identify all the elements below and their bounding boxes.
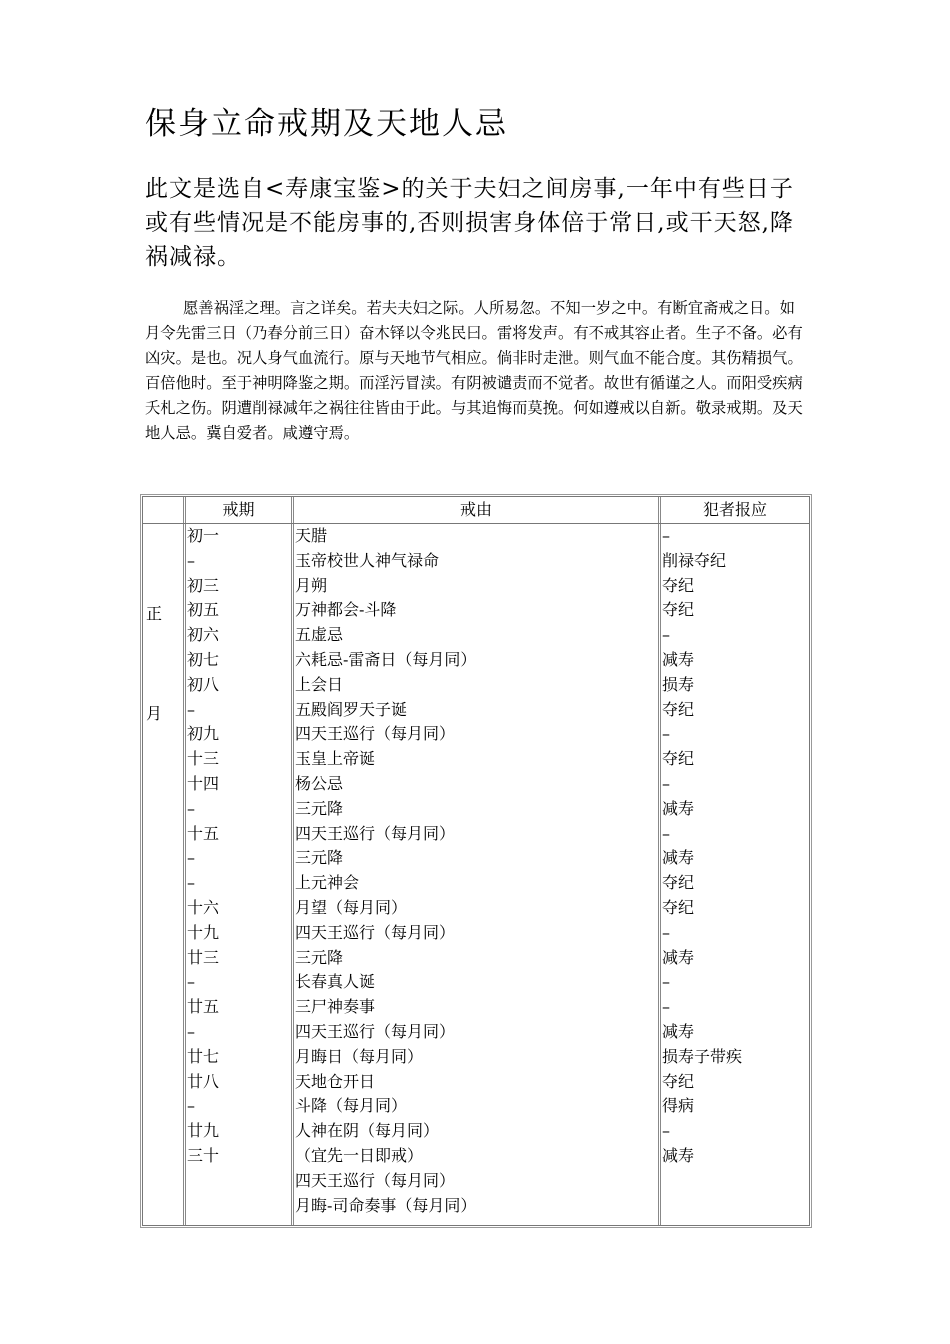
- reason-cell: 三元降: [295, 848, 344, 868]
- month-char-1: 正: [146, 604, 163, 623]
- reason-cell: 天腊: [295, 526, 328, 545]
- reason-cell: 月晦日（每月同）: [295, 1046, 424, 1066]
- reason-cell: 杨公忌: [295, 774, 344, 793]
- reason-column: [295, 523, 657, 1225]
- penalty-column: [662, 523, 808, 1225]
- date-cell: 廿八: [187, 1071, 220, 1091]
- penalty-cell: –: [662, 724, 670, 744]
- reason-cell: 月望（每月同）: [295, 898, 408, 917]
- date-cell: 十五: [187, 823, 220, 843]
- date-cell: 廿三: [187, 947, 220, 967]
- penalty-cell: 夺纪: [662, 699, 695, 719]
- penalty-cell: –: [662, 997, 670, 1017]
- date-cell: 初八: [187, 674, 220, 694]
- observance-table: [142, 496, 810, 1226]
- penalty-cell: –: [662, 1121, 670, 1141]
- penalty-cell: 减寿: [662, 1022, 695, 1041]
- date-cell: 十三: [187, 749, 220, 769]
- reason-cell: 天地仓开日: [295, 1071, 376, 1091]
- date-cell: –: [187, 873, 195, 893]
- penalty-cell: 减寿: [662, 848, 695, 868]
- date-column: [187, 523, 291, 1225]
- date-cell: 三十: [187, 1146, 220, 1165]
- penalty-cell: 夺纪: [662, 749, 695, 769]
- date-cell: –: [187, 550, 195, 570]
- penalty-cell: –: [662, 526, 670, 545]
- penalty-cell: 夺纪: [662, 898, 695, 917]
- header-reason: 戒由: [294, 497, 658, 524]
- date-cell: 廿五: [187, 997, 220, 1017]
- reason-cell: 三元降: [295, 798, 344, 818]
- reason-cell: 上会日: [295, 674, 344, 694]
- reason-cell: 三元降: [295, 947, 344, 967]
- reason-cell: 四天王巡行（每月同）: [295, 823, 456, 843]
- body-paragraph: 愿善祸淫之理。言之详矣。若夫夫妇之际。人所易忽。不知一岁之中。有断宜斋戒之日。如月令先雷三日（乃春分前三日）奋木铎以令兆民曰。雷将发声。有不戒其容止者。生子不备。必有凶灾。是也。况人身气血流行。原与天地节气相应。倘非时走泄。则气血不能合度。其伤精损气。百倍他时。至于神明降鉴之期。而淫污冒渎。有阴被谴责而不觉者。故世有循谨之人。而阳受疾病夭札之伤。阴遭削禄减年之祸往往皆由于此。与其追悔而莫挽。何如遵戒以自新。敬录戒期。及天地人忌。冀自爱者。咸遵守焉。: [145, 299, 803, 442]
- date-cell: –: [187, 699, 195, 719]
- penalty-cell: –: [662, 823, 670, 843]
- reason-cell: 六耗忌-雷斋日（每月同）: [295, 650, 477, 669]
- date-cell: –: [187, 848, 195, 868]
- reason-cell: 四天王巡行（每月同）: [295, 1170, 456, 1190]
- date-cell: 初七: [187, 650, 220, 669]
- reason-cell: 四天王巡行（每月同）: [295, 1022, 456, 1041]
- reason-cell: 长春真人诞: [295, 972, 376, 992]
- date-cell: 初五: [187, 600, 220, 620]
- penalty-cell: 夺纪: [662, 873, 695, 893]
- date-cell: 十九: [187, 922, 220, 942]
- date-cell: 初九: [187, 724, 220, 744]
- penalty-cell: 减寿: [662, 650, 695, 669]
- penalty-cell: 减寿: [662, 1146, 695, 1165]
- header-date: 戒期: [186, 497, 291, 524]
- intro-text: 此文是选自<寿康宝鉴>的关于夫妇之间房事,一年中有些日子或有些情况是不能房事的,否则损害身体倍于常日,或干天怒,降祸减禄。: [145, 176, 794, 270]
- header-month: [143, 497, 183, 524]
- penalty-cell: 损寿: [662, 674, 695, 694]
- penalty-cell: –: [662, 774, 670, 793]
- reason-cell: 斗降（每月同）: [295, 1096, 408, 1116]
- page-title: 保身立命戒期及天地人忌: [145, 106, 508, 142]
- reason-cell: 四天王巡行（每月同）: [295, 922, 456, 942]
- penalty-cell: 减寿: [662, 798, 695, 818]
- penalty-cell: –: [662, 625, 670, 645]
- penalty-cell: 损寿子带疾: [662, 1046, 743, 1066]
- reason-cell: 人神在阴（每月同）: [295, 1121, 440, 1141]
- column-divider: [291, 497, 294, 1225]
- date-cell: –: [187, 972, 195, 992]
- penalty-cell: 夺纪: [662, 575, 695, 595]
- month-char-2: 月: [146, 704, 163, 723]
- date-cell: 初六: [187, 625, 220, 645]
- penalty-cell: 得病: [662, 1096, 695, 1116]
- reason-cell: 五虚忌: [295, 625, 344, 645]
- date-cell: 初三: [187, 575, 220, 595]
- reason-cell: 月晦-司命奏事（每月同）: [295, 1195, 477, 1215]
- penalty-cell: 减寿: [662, 947, 695, 967]
- reason-cell: 月朔: [295, 575, 328, 595]
- reason-cell: 三尸神奏事: [295, 997, 376, 1017]
- reason-cell: 五殿阎罗天子诞: [295, 699, 408, 719]
- header-penalty: 犯者报应: [661, 497, 809, 524]
- column-divider: [183, 497, 186, 1225]
- date-cell: 廿七: [187, 1046, 220, 1066]
- date-cell: 十六: [187, 898, 220, 917]
- date-cell: –: [187, 1022, 195, 1041]
- reason-cell: （宜先一日即戒）: [295, 1146, 424, 1165]
- penalty-cell: 夺纪: [662, 600, 695, 620]
- penalty-cell: 夺纪: [662, 1071, 695, 1091]
- date-cell: 廿九: [187, 1121, 220, 1141]
- penalty-cell: –: [662, 922, 670, 942]
- date-cell: –: [187, 798, 195, 818]
- column-divider: [658, 497, 661, 1225]
- date-cell: –: [187, 1096, 195, 1116]
- penalty-cell: 削禄夺纪: [662, 550, 727, 570]
- reason-cell: 玉皇上帝诞: [295, 749, 376, 769]
- reason-cell: 四天王巡行（每月同）: [295, 724, 456, 744]
- penalty-cell: –: [662, 972, 670, 992]
- reason-cell: 玉帝校世人神气禄命: [295, 550, 440, 570]
- reason-cell: 上元神会: [295, 873, 360, 893]
- date-cell: 初一: [187, 526, 220, 545]
- date-cell: 十四: [187, 774, 220, 793]
- reason-cell: 万神都会-斗降: [295, 600, 397, 620]
